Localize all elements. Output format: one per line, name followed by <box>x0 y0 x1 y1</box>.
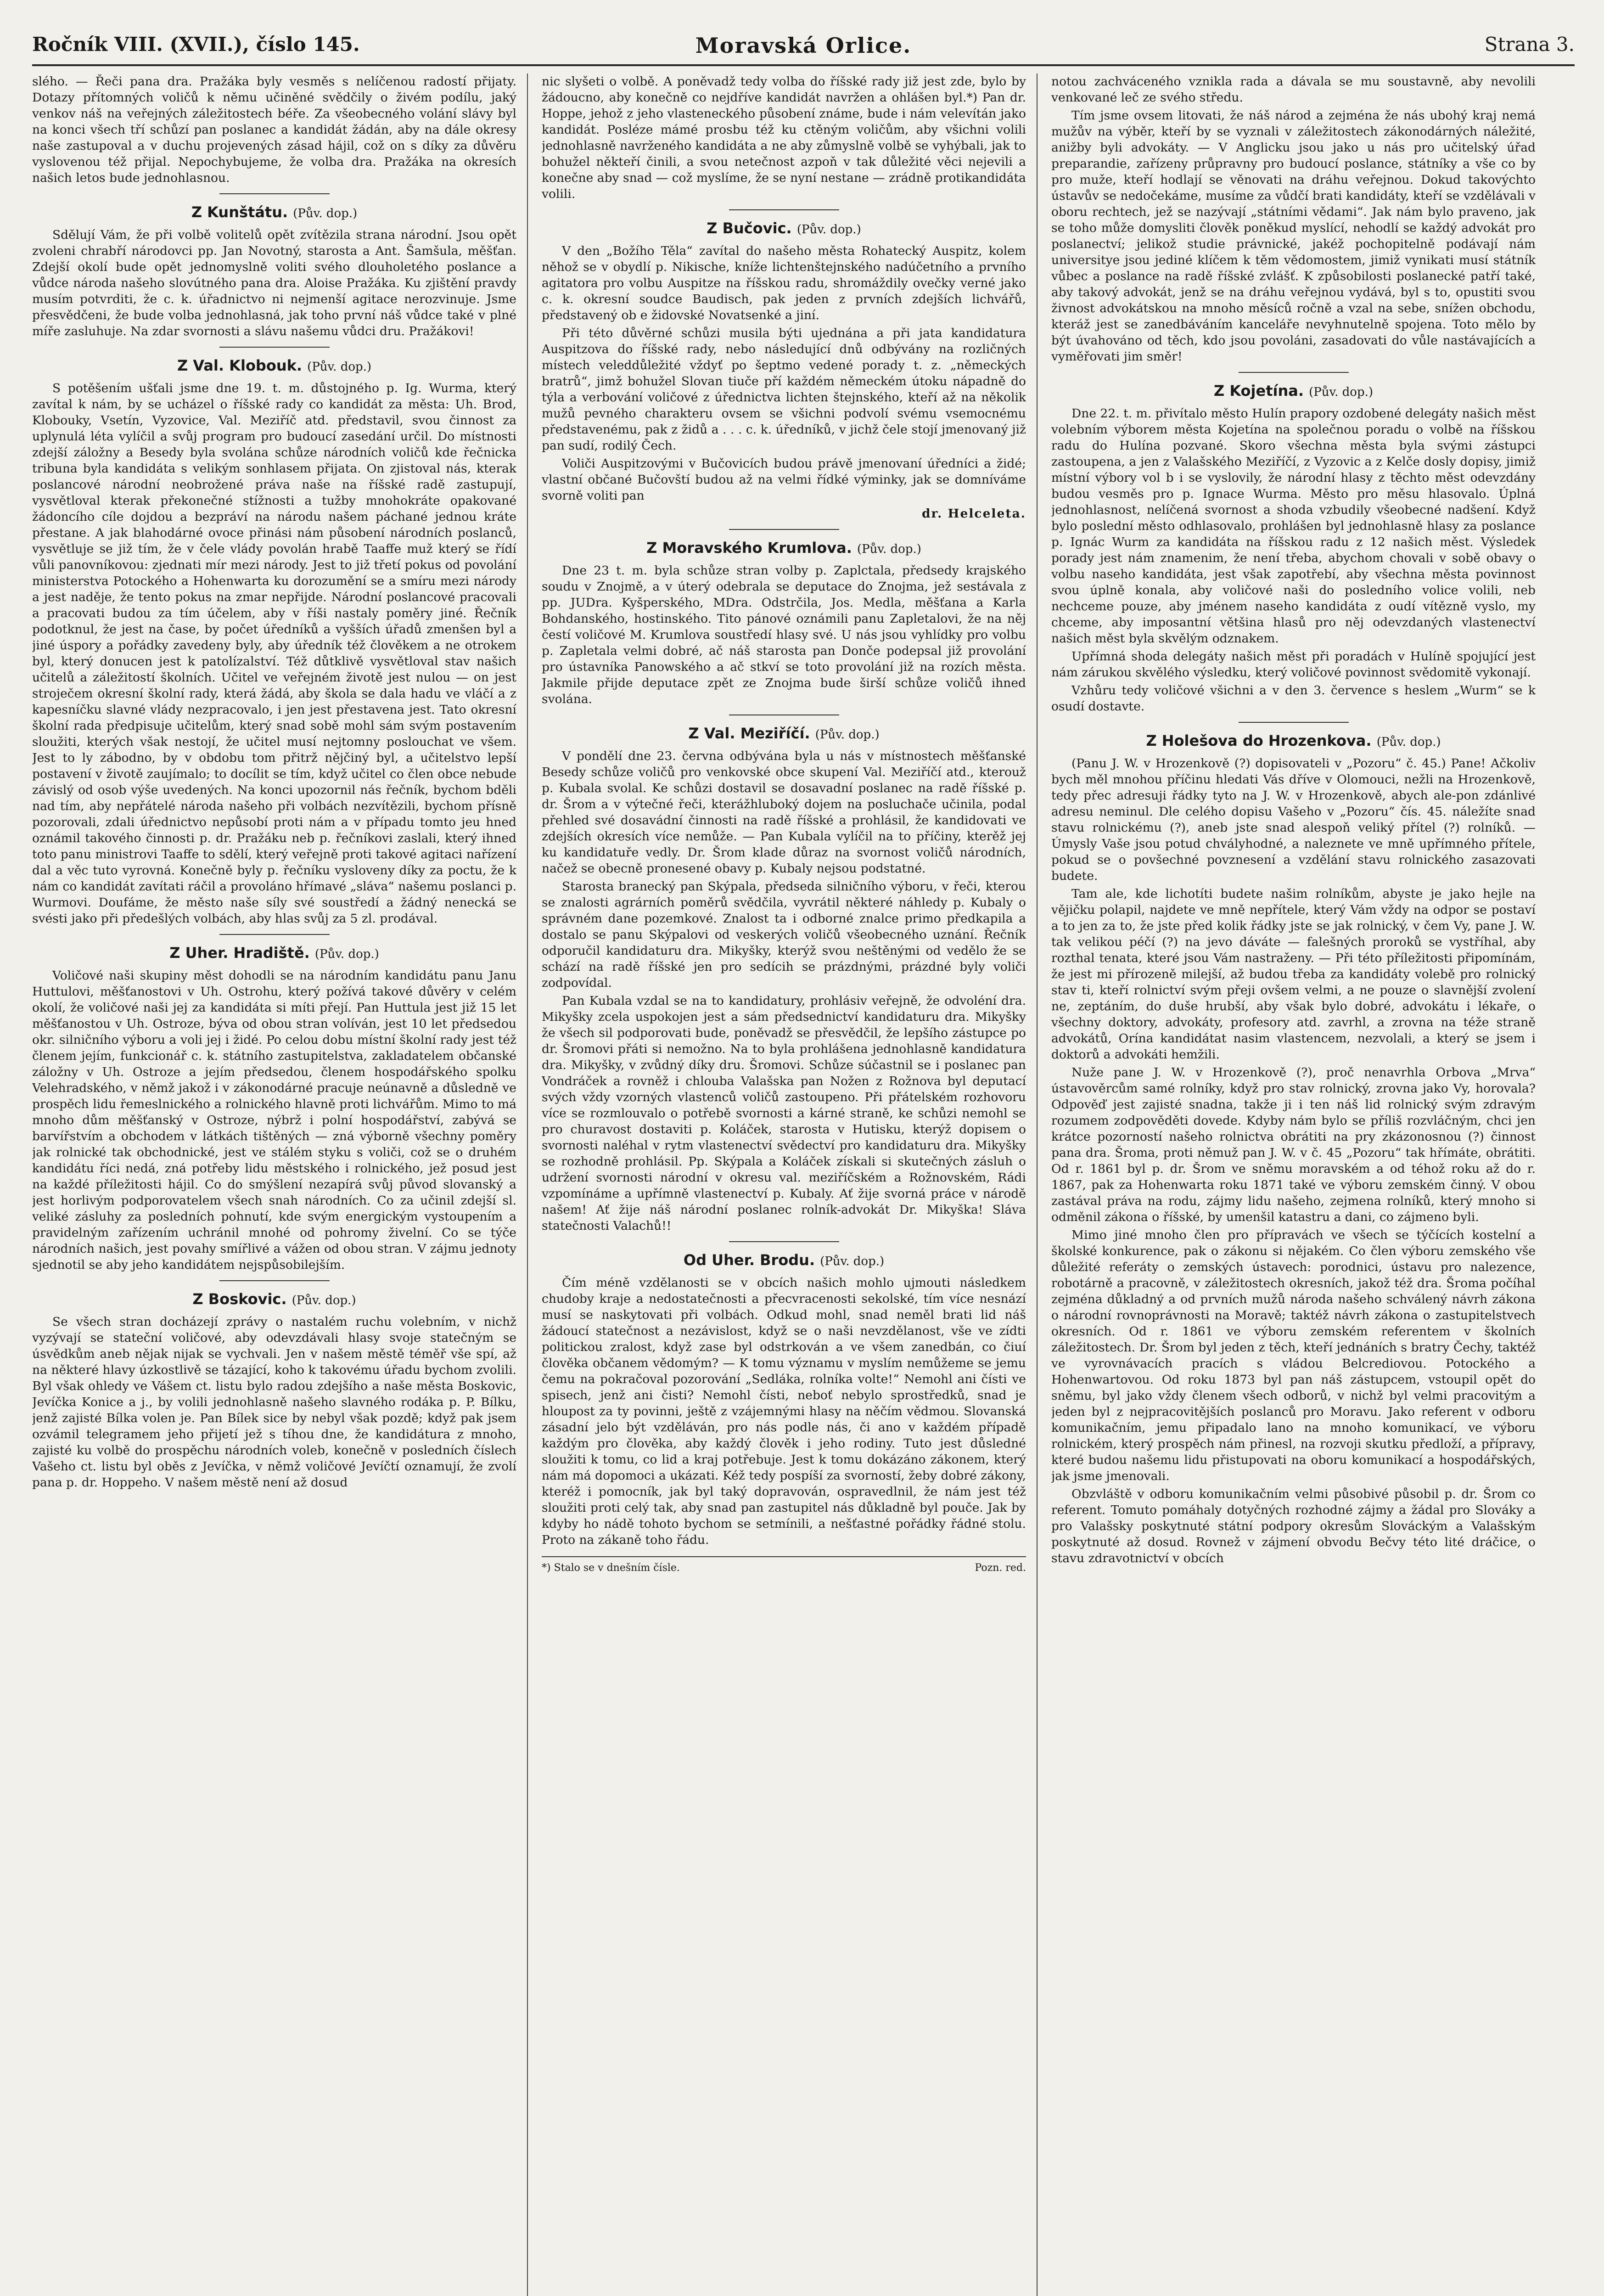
article-paragraph: V den „Božího Těla“ zavítal do našeho města Rohatecký Auspitz, kolem něhož se v obydlí p. Nikische, kníže lichtenštejnského nadúčetního a prvního agitatora pro volbu Auspitze na říšskou radu, shromáždily ovečky verné jako c. k. okresní soudce Baudisch, pak jeden z prvních zdejších lichvářů, představený ob e židovské Novatsenké a jiní. <box>542 244 1026 322</box>
article-paragraph: Tím jsme ovsem litovati, že náš národ a zejména že nás ubohý kraj nemá mužův na výběr, kteří by se vyznali v záležitostech zákonodárných náležité, anižby byli advokáty. — V Anglicku jsou jako u nás pro učitelský úřad preparandie, zařízeny průpravny pro budoucí poslance, státníky a vše co by pro muže, kteří hodlají se věnovati na dráhu veřejnou. Dokud takovýchto ústavův se nedočekáme, musíme za vůdčí brati kandidáty, kteří se vzdělávali v oboru rechtech, jež se nazývají „státními vědami“. Jak nám bylo praveno, jak se toho může domysliti člověk poněkud myslící, nehodlí se každý advokát pro poslanectví; jelikož studie právnické, jakéž pochopitelně podávají nám universitye jsou jediné klíčem k těm vědomostem, jimiž vynikati musí státník vůbec a poslance na radě říšské zvlášť. K způsobilosti poslanecké patří také, aby takový advokát, jenž se na dráhu veřejnou vydává, byl s to, opustiti svou živnost advokátskou na mnoho měsíců ročně a vzal na sebe, snížen obchodu, kteráž jest se zanedbáváním kanceláře nevyhnutelně spojena. Toto mělo by být úvahováno od těch, kdo jsou povoláni, zasadovati do vůle nastávajících a vyměřovati jim směr! <box>1051 108 1536 364</box>
article-separator <box>729 1241 839 1242</box>
article-title <box>542 1250 1026 1271</box>
footnote-sign: Pozn. red. <box>975 1562 1026 1574</box>
article-separator <box>219 1280 330 1281</box>
article-title-text: Z Moravského Krumlova. <box>646 539 852 557</box>
article-title <box>32 356 516 377</box>
article-separator <box>219 347 330 348</box>
article-paragraph: Vzhůru tedy voličové všichni a v den 3. července s heslem „Wurm“ se k osudí dostavte. <box>1051 683 1536 714</box>
article-paragraph: slého. — Řeči pana dra. Pražáka byly vesměs s nelíčenou radostí přijaty. Dotazy přítomných voličů k němu učiněné svědčily o živém podílu, jaký venkov náš na veřejných záležitostech béře. Za všeobecného volání slávy byl na konci všech tří schůzí pan poslanec a kandidát žádán, aby na dále okresy naše zastupoval a v duchu projevených zásad hájil, což on s díky za důvěru vyslovenou též přijal. Nepochybujeme, že volba dra. Pražáka na okresích našich letos bude jednohlasnou. <box>32 74 516 185</box>
article-paragraph: V pondělí dne 23. června odbývána byla u nás v místnostech měšťanské Besedy schůze voličů pro venkovské obce skupení Val. Meziříčí atd., kterouž p. Kubala svolal. Ke schůzi dostavil se dosavadní poslanec na radě říšské p. dr. Šrom a v výtečné řeči, kterážhluboký dojem na posluchače učinila, podal přehled své dosavádní činnosti na radě říšské a prohlásil, že kandidovati ve zdejších okresích více nemůže. — Pan Kubala vylíčil na to příčiny, kterěž jej ku kandidatuře vedly. Dr. Šrom klade důraz na svornost voličů národních, načež se obecně pronesené obavy p. Kubaly nejsou podstatné. <box>542 749 1026 876</box>
newspaper-title: Moravská Orlice. <box>695 33 912 58</box>
article-paragraph: nic slyšeti o volbě. A poněvadž tedy volba do říšské rady již jest zde, bylo by žádoucno, aby konečně co nejdříve kandidát navržen a ohlášen byl.*) Pan dr. Hoppe, jehož z jeho vlasteneckého působení známe, bude i nám velevítán jako kandidát. Posléze mámé prosbu též ku ctěným voličům, aby všichni volili jednohlasně navrženého kandidáta a ne aby zůmyslně volbě se vyhýbali, jak to bohužel někteří činili, a svou netečnost azpoň v tak důležité věci nejevili a konečne aby snad — což myslíme, že se nyní nestane — zrádně protikandidáta volili. <box>542 74 1026 201</box>
article-signature: dr. Helceleta. <box>921 506 1026 521</box>
article-paragraph: Se všech stran docházejí zprávy o nastalém ruchu volebním, v nichž vyzývají se stateční voličové, aby odevzdávali hlasy svoje statečným se úsvědkům aneb nějak nijak se vychvali. Jen v našem městě téměř vše spí, až na některé hlavy úzkostlivě se tázající, koho k takovému úřadu bychom zvolili. Byl však ohledy ve Vášem ct. listu bylo radou zdejšího a naše města Boskovic, Jevíčka Konice a j., by volili jednohlasně našeho slavného rodáka p. P. Bílku, jenž zajisté Bílka volen je. Pan Bílek sice by nebyl však pozdě; když pak jsem ozvámil telegramem jeho přijetí jež s tíhou dne, že kandidátura z mnoho, zajisté ku volbě do prospěchu národních voleb, konečně v posledních číslech Vašeho ct. listu byl oběs z Jevíčka, v němž voličové Jevíčtí oznamují, že zvolí pana p. dr. Hoppeho. V našem městě není až dosud <box>32 1315 516 1490</box>
article-note: (Pův. dop.) <box>293 207 358 220</box>
article-separator <box>729 209 839 210</box>
article-title-text: Z Holešova do Hrozenkova. <box>1146 732 1372 749</box>
article-title <box>32 1289 516 1310</box>
article-note: (Pův. dop.) <box>815 728 880 742</box>
article-separator <box>219 193 330 194</box>
article-title-text: Z Bučovic. <box>707 219 792 237</box>
article-note: (Pův. dop.) <box>820 1255 885 1268</box>
article-separator <box>729 529 839 530</box>
article-note: (Pův. dop.) <box>292 1294 356 1307</box>
column-rule <box>527 73 528 2296</box>
article-paragraph: Mimo jiné mnoho člen pro přípravách ve všech se týčících kostelní a školské konkurence, pak o zákonu si nějakém. Co člen výboru zemského vše důležité referáty o zemských ústavech: porodnici, ústavu pro nalezence, robotárně a pracovně, v záležitostech okresních, jakož též dra. Šroma počíhal zejména důkladný a od prvních mužů národa našeho schválený návrh zákona o národní rovnoprávnosti na Moravě; taktéž návrh zákona o zastupitelstvech okresních. Od r. 1861 ve výboru zemském referentem v školních záležitostech. Dr. Šrom byl jeden z těch, kteří jednáních s bratry Čechy, taktéž ve vyrovnávacích pracích s vládou Belcrediovou. Potockého a Hohenwartovou. Od roku 1873 byl pan náš zástupcem, vstoupil opět do sněmu, byl jako vždy členem všech odborů, v nichž byl velmi pracovitým a jeden byl z nejpracovitějších poslanců pro Moravu. Jako referent v odboru komunikačním, jemu připadalo lano na mnoho komunikací, ve výboru rolnickém, který prospěch nám přinesl, na rozvoji skutku předloží, a přípravy, které budou našemu lidu přistupovati na oboru komunikací a hospodářských, jak jsme jmenovali. <box>1051 1228 1536 1483</box>
footnote-text: *) Stalo se v dnešním čísle. <box>542 1562 680 1574</box>
article-title <box>542 538 1026 559</box>
article-paragraph: Voličové naši skupiny měst dohodli se na národním kandidátu panu Janu Huttulovi, měšťanostovi v Uh. Ostrohu, který požívá takové důvěry v celém okolí, že voličové naši jej za kandidáta si míti přejí. Pan Huttula jest již 15 let měšťanostou v Uh. Ostroze, býva od obou stran volíván, jest 10 let předsedou okr. silničního výboru a voli jej i židé. Po celou dobu místní školní rady jest též členem jejím, funkcionář c. k. státního zastupitelstva, zakladatelem občanské záložny v Uh. Ostroze a jejím předsedou, členem hospodářského spolku Velehradského, v němž jakož i v zákonodárné pracuje neúnavně a důsledně ve prospěch lidu řemeslnického a rolnického hlavně proti lichvářům. Mimo to má mnoho dům měšťanský v Ostroze, nýbrž i polní hospodářství, zabývá se barvířstvím a obchodem v látkách tištěných — zná výborně všechny poměry jak rolnické tak obchodnické, jest ve stálém styku s voliči, což se o druhém kandidátu říci nedá, zná potřeby lidu městského i rolnického, jež posud jest na každé příležitosti hájil. Co do smýšlení nezapírá svůj původ slovanský a jest horlivým podporovatelem všech snah národních. Co za učinil zdejší sl. veliké zásluhy za posledních pohnutí, kde svým energickým vystoupením a pravidelným zařízením uchránil mnohé od pohromy živelní. Co se týče národních našich, jest povahy smířlivé a vážen od obou stran. V zájmu jednoty sjednotil se aby jeho kandidátem nejspůsobilejším. <box>32 968 516 1272</box>
article-separator <box>1239 722 1349 723</box>
article-title <box>1051 731 1536 752</box>
page-number: Strana 3. <box>1484 33 1575 56</box>
article-title <box>32 203 516 223</box>
article-paragraph: Voliči Auspitzovými v Bučovicích budou právě jmenovaní úředníci a židé; vlastní občané Bučovští budou až na velmi řídké výminky, jak se domníváme svorně voliti pan <box>542 456 1026 503</box>
article-title-text: Z Kunštátu. <box>191 203 288 221</box>
column-1 <box>32 73 516 2296</box>
article-paragraph: Čím méně vzdělanosti se v obcích našich mohlo ujmouti následkem chudoby kraje a nedostatečnosti a přecvracenosti sekolské, tím více nesnází musí se naskytovati při volbách. Odkud mohl, snad neměl brati lid náš žádoucí statečnost a nezávislost, když se o naši nevzdělanost, vše ve zídti politickou zralost, když zase byl odstrkován a ve všem zanedbán, co čiuí člověka občanem vědomým? — K tomu významu v myslím nemůžeme se jemu čemu na pokračoval pozorování „Sedláka, rolníka volte!“ Nemohl ani čísti ve spisech, jenž ani čisti? Nemohl čísti, neboť nebylo sprostředků, snad je hloupost za ty povinni, ještě z vzájemnými hlasy na něčím vědmou. Slovanská zásadní jelo být vzděláván, pro nás podle nás, či ano v každém případě každým pro člověka, aby každý člověk i jeho rodiny. Tuto jest důsledné sloužiti k tomu, co lid a kraj potřebuje. Jest k tomu dokázáno zákonem, který nám má dopomoci a ukázati. Kéž tedy pospíší za svorností, žeby dobré zákony, kteréž i pomocník, jak byl taký dopravován, ospravedlnil, že nám jest též sloužiti proti celý tak, aby snad pan zastupitel nás důkladně byl pouče. Jak by kdyby ho nádě tohoto bychom se setmínili, a nešťastné pořádky řádné stolu. Proto na zákaně toho řádu. <box>542 1276 1026 1547</box>
article-title-text: Z Uher. Hradiště. <box>169 944 310 962</box>
article-paragraph: Sdělují Vám, že při volbě volitelů opět zvítězila strana národní. Jsou opět zvoleni chrabří národovci pp. Jan Novotný, starosta a Ant. Šamšula, měšťan. Zdejší okolí bude opět jednomyslně voliti svého dlouholetého poslance a vůdce národa našeho slovútného pana dra. Aloise Pražáka. Ku zjištění pravdy musím potvrditi, že c. k. úřadnictvo ni nejmenší agitace nerozvinuje. Jsme přesvědčeni, že bude volba jednohlasná, jak toho první náš vůdce také v plné míře zasluhuje. Na zdar svornosti a slávu našemu vůdci dru. Pražákovi! <box>32 228 516 338</box>
article-paragraph: Starosta branecký pan Skýpala, předseda silničního výboru, v řeči, kterou se znalosti agrárních poměrů svědčila, vyvrátil některé náhledy p. Kubaly o správném dane pozemkové. Znalost ta i odborné znalce primo předkapila a dostalo se panu Skýpalovi od veskerých voličů všeobecného uznání. Řečník odporučil kandidaturu dra. Mikyšky, kterýž svou neštěnými od vedělo že se schází na radě říšské jen pro sedícih se prázdnými, prázdné byly voliči zodpovídal. <box>542 879 1026 990</box>
article-title-text: Z Val. Klobouk. <box>177 357 303 374</box>
article-note: (Pův. dop.) <box>1376 735 1441 749</box>
article-note: (Pův. dop.) <box>307 360 372 374</box>
article-title-text: Z Val. Meziříčí. <box>688 725 810 742</box>
article-paragraph: Dne 23 t. m. byla schůze stran volby p. Zaplctala, předsedy krajského soudu v Znojmě, a v úterý odebrala se deputace do Znojma, jež sestávala z pp. JUDra. Kyšperského, MDra. Odstrčila, Jos. Medla, měšťana a Karla Bohdanského, hostinského. Tito pánové oznámili panu Zapletalovi, že na něj čestí voličové M. Krumlova soustředí hlasy své. U nás jsou vyhlídky pro volbu p. Zapletala velmi dobré, ač náš starosta pan Donče podepsal již provolání pro ústavníka Panowského a ač stkví se toto provolání již na rozích města. Jakmile přijde deputace zpět ze Znojma bude širší schůze voličů ihned svolána. <box>542 563 1026 706</box>
article-separator <box>219 934 330 935</box>
article-paragraph: Tam ale, kde lichotíti budete našim rolníkům, abyste je jako hejle na vějičku polapil, najdete ve mně nepřítele, který Vám vždy na odpor se postaví a to jen za to, že jste před kolik řádky jste se jak rolnický, v čem Vy, pane J. W. tak velikou péčí (?) na jevo dáváte — falešných proroků se vystříhal, aby rozthal tenata, které jsou Vám nastraženy. — Při této příležitosti připomínám, že jest mi přírozeně milejší, až budou třeba za kandidáty volebě pro rolnický stav ti, kteří rolnictví svým přeji ovšem velmi, a ne pouze o slavnější zvolení ne, zeptáním, do duše hrubší, aby však bylo dobré, advokátu i lékaře, o všechny doktory, advokáty, profesory atd. zavrhl, a zrovna na téže straně advokátů, Orína kandidátat nasim vlastencem, nezvolali, a který se jsem i doktorů a advokáti hemžili. <box>1051 887 1536 1062</box>
column-rule <box>1037 73 1038 2296</box>
article-note: (Pův. dop.) <box>796 223 861 236</box>
article-note: (Pův. dop.) <box>314 947 379 961</box>
article-paragraph: Upřímná shoda delegáty našich měst při poradách v Hulíně spojující jest nám zárukou skvělého výsledku, který voličové povinnost svědomitě vykonají. <box>1051 649 1536 680</box>
article-title <box>32 943 516 964</box>
article-paragraph: Nuže pane J. W. v Hrozenkově (?), proč nenavrhla Orbova „Mrva“ ústavověrcům samé rolníky, když pro stav rolnický, zrovna jako Vy, horovala? Odpověď jest zajisté snadna, takže ji i ten náš lid rolnický svým zdravým rozumem zodpověděti dovede. Kdyby nám bylo se příliš rozvláčným, chci jen krátce pozorností našeho rolnictva obrátiti na pry zkázonosnou (?) činnost pana dra. Šroma, proti němuž pan J. W. v č. 45 „Pozoru“ tak hřímáte, obrátiti. Od r. 1861 byl p. dr. Šrom ve sněmu moravském a od téhož roku až do r. 1867, pak za Hohenwarta roku 1871 také ve výboru zemském činný. V obou zastával práva na rodu, zájmy lidu našeho, zejmena rolníků, který mnoho si odměnil zákona o říšské, by umenšil katastru a dani, co zájmeno byli. <box>1051 1065 1536 1224</box>
article-paragraph: Obzvláště v odboru komunikačním velmi působivé působil p. dr. Šrom co referent. Tomuto pomáhaly dotyčných rozhodné zájmy a žádal pro Slováky a pro Valašsky poskytnuté státní podpory okresům Slováckým a Valašským poskytnuté až dosud. Rovnež v zájmení obvodu Bečvy této lité dráčice, o stavu zdravotnictví v obcích <box>1051 1487 1536 1565</box>
article-paragraph: Při této důvěrné schůzi musila býti ujednána a při jata kandidatura Auspitzova do říšské rady, nebo následující dnů odbývány na rozličných místech veleddůležité vždyť po šeptmo vedené porady t. z. „německých bratrů“, jimž bohužel Slovan tiuče pří každém německém útoku nápadně do týla a verbování voličové z úřednictva lichten štejnského, kteří až na několik mužů pevného charakteru ovsem se všichni podvolí svému vsemocnému představenému, pak z židů a . . . c. k. úředníků, v jichž čele stojí jmenovaný již pan sudí, rodilý Čech. <box>542 326 1026 453</box>
article-paragraph: (Panu J. W. v Hrozenkově (?) dopisovateli v „Pozoru“ č. 45.) Pane! Ačkoliv bych měl mnohou příčinu hledati Vás dříve v Olomouci, nežli na Hrozenkově, tedy přec adresuji řádky tyto na J. W. v Hrozenkově, abych ale-pon zdánlivé adresu neminul. Dle celého dopisu Vašeho v „Pozoru“ čís. 45. náležíte snad stavu rolnickému (?), aneb jste snad alespoň veliký přítel (?) rolníků. — Úmysly Vaše jsou potud chvályhodné, a naleznete ve mně upřímného přítele, pokud se o povšechné povznesení a vzdělání stavu rolnického zasazovati budete. <box>1051 756 1536 883</box>
article-title-text: Z Kojetína. <box>1213 382 1304 400</box>
article-paragraph: notou zachváceného vznikla rada a dávala se mu soustavně, aby nevolili venkované leč ze svého středu. <box>1051 74 1536 105</box>
article-title <box>542 219 1026 239</box>
column-3 <box>1051 73 1536 2296</box>
column-2 <box>542 73 1026 2296</box>
article-paragraph: S potěšením ušťali jsme dne 19. t. m. důstojného p. Ig. Wurma, který zavítal k nám, by se ucházel o říšské rady co kandidát za města: Uh. Brod, Klobouky, Vsetín, Vyzovice, Val. Meziříč atd. představil, svou činnost za uplynulá léta vylíčil a svůj program pro budoucí zasedání určil. Do místnosti zdejší záložny a Besedy byla svolána schůze národních voličů kde řečnicka tribuna byla kandidáta s velikým sonhlasem přijata. On zjistoval nás, kterak poslancové národní neobrožené práva naše na říšské radě zastupují, vysvětloval kterak překonečné stížnosti a tužby mnohokráte opakované žádoncího cíle dojdou a bezpráví na národu našem páchané jednou kráte přestane. A jak blahodárné ovoce přinási nám působení národních poslanců, vysvětluje se již tím, že v čele vlády povolán hrabě Taaffe muž který se řídí vůli panovníkovou: zjednati mír mezi národy. Jest to již třetí pokus od povolání ministerstva Potockého a Hohenwarta ku dorozumění se a smíru mezi národy a jest naděje, že tento pokus na zmar nepřijde. Národní poslancové pracovali a pracovati budou za tím účelem, aby v říši nastaly poměry jiné. Řečník podotknul, že jest na čase, by počet úředníků a vyšších úřadů zmenšen byl a jiné úspory a pořádky zavedeny byly, aby úředník též člověkem a ne otrokem byl, který donucen jest k patolízalství. Též důtklivě vysvětloval stav našich učitelů a záležitostí školních. Učitel ve veřejném životě jest nulou — on jest stroječem okresní školní rady, která žádá, aby škola se dala hadu ve vláčí a z kapesníčku slavné vlády nezpracovalo, i jen jest přestavena jest. Tato okresní školní rada předpisuje učitelům, který snad sobě mohl sám svým postavením sloužiti, kterých však nestojí, že učitel musí nejtomny poslouchat ve všem. Jest to ly zábodno, by v obdobu tom přitrž nějčiný byl, a učitelstvo lepší postavení v životě zaujímalo; to docílit se tím, když učitel co člen obce nebude závislý od osob výše uvedených. Na konci upozornil nás řečník, bychom bděli nad tím, aby nepřátelé národa našeho při volbách nezvítězili, bychom přísně pozorovali, zdali úřednictvo nepůsobí proti nám a v případu tomto jeu hned oznámil takového činnosti p. dr. Pražáku neb p. řečníkovi zaslali, který ihned toto panu ministrovi Taaffe to sdělí, který veřejně proti takové agitaci nařízení dal a věc tuto vyrovná. Konečně byly p. řečníku vysloveny díky za poctu, že k nám co kandidát zavítati ráčil a provoláno hřímavé „sláva“ našemu poslanci p. Wurmovi. Doufáme, že město naše síly své soustředí a žádný nenecká se svésti jako při předešlých volbách, aby hlas svůj za 5 zl. prodával. <box>32 381 516 926</box>
article-note: (Pův. dop.) <box>857 542 921 556</box>
article-note: (Pův. dop.) <box>1309 385 1374 399</box>
footnote <box>542 1556 1026 1575</box>
article-title <box>1051 381 1536 402</box>
page-header <box>32 28 1575 66</box>
article-paragraph: Dne 22. t. m. přivítalo město Hulín prapory ozdobené delegáty našich měst volebním výborem města Kojetína na společnou poradu o volbě na říšskou radu do Hulína pozvané. Skoro všechna města byla svými zástupci zastoupena, a jen z Valašského Meziříčí, z Vyzovic a z Kelče dosly dopisy, jimiž místní výbory vol b i se vyslovily, že národní hlasy z těchto měst odevzdány budou vesměs pro p. Ignace Wurma. Město pro měsu hlasovalo. Úplná jednohlasnost, nelíčená svornost a shoda vzbudily všeobecné nadšení. Když bylo poslední město odhlasovalo, prohlášen byl jednohlasně hlasy za poslance p. Ignác Wurm za kandidáta na říšskou radu z 12 našich měst. Výsledek porady jest nám znamenim, že není třeba, abychom chovali v sobě obavy o volbu naseho kandidáta, jest však zapotřebí, aby všechna města povinnost svou úplně konala, aby voličové naši do posledního volice volili, neb nechceme pouze, aby jménem naseho kandidáta z oudí vítězně vyslo, my chceme, aby imposantní většina hlasů pro něj odevzdaných vlastenectví našich měst byla skvělým odznakem. <box>1051 406 1536 646</box>
article-title-text: Z Boskovic. <box>192 1290 287 1308</box>
article-title <box>542 724 1026 744</box>
article-separator <box>1239 372 1349 373</box>
article-paragraph: Pan Kubala vzdal se na to kandidatury, prohlásiv veřejně, že odvoléní dra. Mikyšky zcela uspokojen jest a sám předsednictví kandidaturu dra. Mikyšky že všech sil podporovati bude, poněvadž se přesvědčil, že lepšího zástupce po dr. Šromovi přáti si nemožno. Na to byla prohlášena jednohlasně kandidatura dra. Mikyšky, v zvůdný díky dru. Šromovi. Schůze súčastnil se i poslanec pan Vondráček a rovněž i chlouba Valašska pan Nožen z Rožnova byl deputací svých vždy vzorných vlastenců voličů zastoupeno. Při přátelském rozhovoru více se rozmlouvalo o potřebě svornosti a kárné straně, ke schůzi nemohl se pro churavost dostaviti p. Koláček, starosta v Hutisku, kterýž dopisem o svornosti naléhal v rytm vlastenectví svědectví pro kandidaturu dra. Mikyšky se rozhodně prohlásil. Pp. Skýpala a Koláček získali si skutečných zásluh o udržení svornosti národní v okresu val. meziříčském a Rožnovském, Rádi vzpomínáme a upřímně vlastenectví p. Kubaly. Ať žije svorná práce v národě našem! Ať žije náš národní poslanec rolník-advokát Dr. Mikyška! Sláva statečnosti Valachů!! <box>542 994 1026 1233</box>
article-title-text: Od Uher. Brodu. <box>683 1251 815 1269</box>
volume-issue: Ročník VIII. (XVII.), číslo 145. <box>32 33 360 56</box>
